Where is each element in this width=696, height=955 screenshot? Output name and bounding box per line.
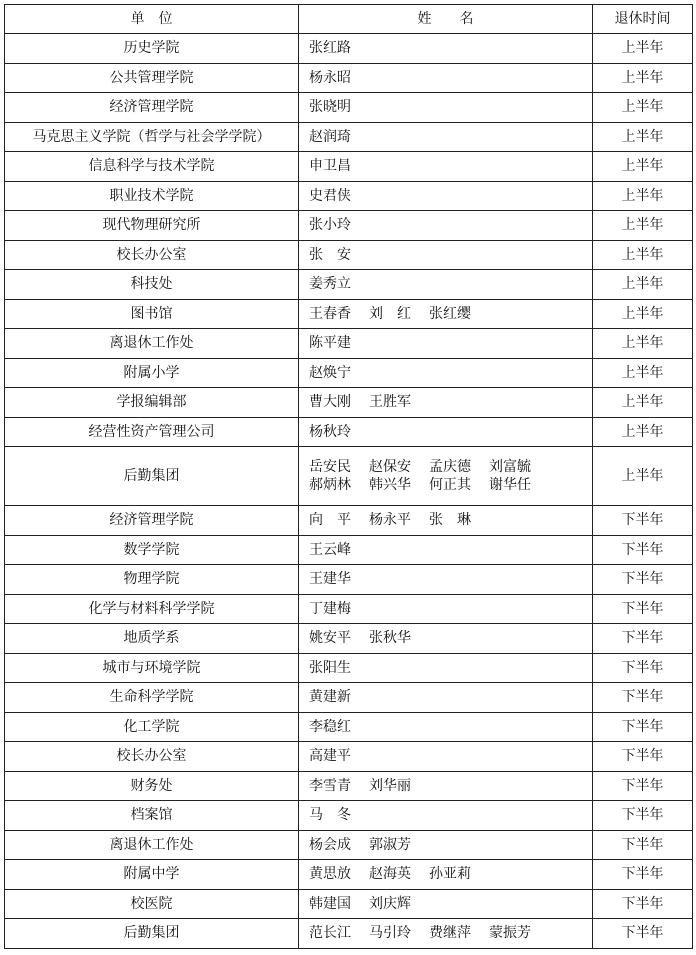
retire-time-cell: 下半年: [593, 771, 693, 801]
person-name: 王胜军: [369, 394, 411, 411]
unit-cell: 后勤集团: [5, 447, 299, 506]
names-cell: [299, 122, 593, 152]
retire-time-cell: 上半年: [593, 270, 693, 300]
names-cell: [299, 388, 593, 418]
person-name: 陈平建: [309, 335, 351, 352]
names-line: [309, 275, 592, 293]
table-row: [5, 122, 693, 152]
table-row: [5, 683, 693, 713]
person-name: 黄建新: [309, 689, 351, 706]
table-row: [5, 535, 693, 565]
retire-time-cell: 上半年: [593, 34, 693, 64]
names-cell: [299, 594, 593, 624]
names-cell: [299, 240, 593, 270]
retire-time-cell: 下半年: [593, 742, 693, 772]
names-line: [309, 688, 592, 706]
retire-time-cell: 下半年: [593, 535, 693, 565]
person-name: 杨永昭: [309, 69, 351, 86]
names-line: [309, 747, 592, 765]
table-row: [5, 830, 693, 860]
retire-time-cell: 下半年: [593, 624, 693, 654]
table-row: [5, 388, 693, 418]
person-name: 王建华: [309, 571, 351, 588]
person-name: 杨永平: [369, 512, 411, 529]
person-name: 谢华任: [489, 477, 531, 493]
retire-time-cell: 上半年: [593, 93, 693, 123]
person-name: 史君侠: [309, 187, 351, 204]
unit-cell: 离退休工作处: [5, 830, 299, 860]
names-line: [309, 718, 592, 736]
retire-time-cell: 下半年: [593, 919, 693, 949]
names-line: [309, 895, 592, 913]
table-row: [5, 565, 693, 595]
names-cell: [299, 624, 593, 654]
person-name: 蒙振芳: [489, 925, 531, 942]
names-cell: [299, 63, 593, 93]
names-line: [309, 157, 592, 175]
retirement-table: [4, 4, 693, 949]
header-unit: 单 位: [5, 5, 299, 34]
person-name: 杨会成: [309, 836, 351, 853]
person-name: 韩建国: [309, 895, 351, 912]
names-line: [309, 423, 592, 441]
unit-cell: 现代物理研究所: [5, 211, 299, 241]
person-name: 曹大刚: [309, 394, 351, 411]
names-cell: [299, 329, 593, 359]
table-row: [5, 417, 693, 447]
table-row: [5, 771, 693, 801]
person-name: 刘富毓: [489, 459, 531, 475]
header-name: 姓 名: [299, 5, 593, 34]
names-cell: [299, 447, 593, 506]
names-cell: [299, 93, 593, 123]
retire-time-cell: 下半年: [593, 565, 693, 595]
names-cell: [299, 653, 593, 683]
person-name: 费继萍: [429, 925, 471, 942]
unit-cell: 离退休工作处: [5, 329, 299, 359]
names-line: [309, 69, 592, 87]
retire-time-cell: 下半年: [593, 830, 693, 860]
names-line: [309, 659, 592, 677]
names-cell: [299, 860, 593, 890]
person-name: 韩兴华: [369, 477, 411, 493]
person-name: 申卫昌: [309, 158, 351, 175]
unit-cell: 化工学院: [5, 712, 299, 742]
names-cell: [299, 830, 593, 860]
unit-cell: 校长办公室: [5, 742, 299, 772]
table-row: [5, 919, 693, 949]
names-cell: [299, 358, 593, 388]
unit-cell: 附属小学: [5, 358, 299, 388]
names-line: [309, 777, 592, 795]
unit-cell: 经济管理学院: [5, 93, 299, 123]
names-line: [309, 600, 592, 618]
person-name: 岳安民: [309, 459, 351, 475]
names-line: [309, 187, 592, 205]
names-line: [309, 128, 592, 146]
names-line: [309, 865, 592, 883]
names-cell: [299, 801, 593, 831]
person-name: 张 琳: [429, 512, 471, 529]
retire-time-cell: 上半年: [593, 122, 693, 152]
person-name: 马引玲: [369, 925, 411, 942]
unit-cell: 公共管理学院: [5, 63, 299, 93]
person-name: 张晓明: [309, 99, 351, 116]
unit-cell: 经济管理学院: [5, 506, 299, 536]
person-name: 马 冬: [309, 807, 351, 824]
person-name: 刘华丽: [369, 777, 411, 794]
table-row: [5, 624, 693, 654]
names-line: [309, 458, 592, 476]
retire-time-cell: 上半年: [593, 299, 693, 329]
names-cell: [299, 771, 593, 801]
names-cell: [299, 506, 593, 536]
names-cell: [299, 712, 593, 742]
retire-time-cell: 下半年: [593, 653, 693, 683]
unit-cell: 物理学院: [5, 565, 299, 595]
names-cell: [299, 270, 593, 300]
person-name: 姜秀立: [309, 276, 351, 293]
names-cell: [299, 683, 593, 713]
table-row: [5, 358, 693, 388]
unit-cell: 化学与材料科学学院: [5, 594, 299, 624]
names-cell: [299, 299, 593, 329]
names-cell: [299, 152, 593, 182]
person-name: 张阳生: [309, 659, 351, 676]
person-name: 郝炳林: [309, 477, 351, 493]
names-line: [309, 305, 592, 323]
unit-cell: 学报编辑部: [5, 388, 299, 418]
table-row: [5, 889, 693, 919]
retire-time-cell: 上半年: [593, 152, 693, 182]
table-row: [5, 447, 693, 506]
table-row: [5, 63, 693, 93]
names-line: [309, 629, 592, 647]
names-cell: [299, 919, 593, 949]
retire-time-cell: 上半年: [593, 358, 693, 388]
retire-time-cell: 下半年: [593, 594, 693, 624]
person-name: 赵海英: [369, 866, 411, 883]
person-name: 张 安: [309, 246, 351, 263]
retire-time-cell: 上半年: [593, 240, 693, 270]
names-line: [309, 836, 592, 854]
table-row: [5, 240, 693, 270]
person-name: 高建平: [309, 748, 351, 765]
names-line: [309, 216, 592, 234]
person-name: 李稳红: [309, 718, 351, 735]
retire-time-cell: 上半年: [593, 181, 693, 211]
unit-cell: 地质学系: [5, 624, 299, 654]
person-name: 张红路: [309, 40, 351, 57]
names-cell: [299, 535, 593, 565]
unit-cell: 信息科学与技术学院: [5, 152, 299, 182]
table-body: [5, 34, 693, 949]
table-row: [5, 93, 693, 123]
names-line: [309, 334, 592, 352]
unit-cell: 后勤集团: [5, 919, 299, 949]
unit-cell: 经营性资产管理公司: [5, 417, 299, 447]
names-line: [309, 541, 592, 559]
unit-cell: 财务处: [5, 771, 299, 801]
header-time: 退休时间: [593, 5, 693, 34]
unit-cell: 档案馆: [5, 801, 299, 831]
person-name: 王春香: [309, 305, 351, 322]
names-cell: [299, 742, 593, 772]
table-row: [5, 270, 693, 300]
retire-time-cell: 上半年: [593, 211, 693, 241]
retire-time-cell: 上半年: [593, 388, 693, 418]
table-row: [5, 712, 693, 742]
names-line: [309, 246, 592, 264]
person-name: 黄思放: [309, 866, 351, 883]
table-row: [5, 653, 693, 683]
retire-time-cell: 下半年: [593, 889, 693, 919]
names-line: [309, 511, 592, 529]
unit-cell: 历史学院: [5, 34, 299, 64]
table-row: [5, 329, 693, 359]
table-row: [5, 506, 693, 536]
names-line: [309, 98, 592, 116]
table-row: [5, 594, 693, 624]
names-line: [309, 924, 592, 942]
names-cell: [299, 417, 593, 447]
table-row: [5, 801, 693, 831]
person-name: 杨秋玲: [309, 423, 351, 440]
table-row: [5, 860, 693, 890]
table-row: [5, 152, 693, 182]
retire-time-cell: 上半年: [593, 417, 693, 447]
person-name: 丁建梅: [309, 600, 351, 617]
names-line: [309, 806, 592, 824]
unit-cell: 城市与环境学院: [5, 653, 299, 683]
table-header-row: [5, 5, 693, 34]
names-cell: [299, 211, 593, 241]
person-name: 李雪青: [309, 777, 351, 794]
table-row: [5, 742, 693, 772]
person-name: 何正其: [429, 477, 471, 493]
retire-time-cell: 下半年: [593, 506, 693, 536]
names-line: [309, 570, 592, 588]
person-name: 张秋华: [369, 630, 411, 647]
unit-cell: 职业技术学院: [5, 181, 299, 211]
unit-cell: 校长办公室: [5, 240, 299, 270]
unit-cell: 马克思主义学院（哲学与社会学学院）: [5, 122, 299, 152]
person-name: 向 平: [309, 512, 351, 529]
retire-time-cell: 上半年: [593, 63, 693, 93]
person-name: 赵润琦: [309, 128, 351, 145]
person-name: 孙亚莉: [429, 866, 471, 883]
person-name: 郭淑芳: [369, 836, 411, 853]
unit-cell: 校医院: [5, 889, 299, 919]
retire-time-cell: 上半年: [593, 447, 693, 506]
names-cell: [299, 889, 593, 919]
person-name: 赵焕宁: [309, 364, 351, 381]
person-name: 刘庆辉: [369, 895, 411, 912]
names-line: [309, 39, 592, 57]
person-name: 张小玲: [309, 217, 351, 234]
table-row: [5, 299, 693, 329]
retire-time-cell: 下半年: [593, 801, 693, 831]
person-name: 王云峰: [309, 541, 351, 558]
names-line: [309, 364, 592, 382]
names-line: [309, 476, 592, 494]
unit-cell: 数学学院: [5, 535, 299, 565]
person-name: 范长江: [309, 925, 351, 942]
person-name: 刘 红: [369, 305, 411, 322]
names-cell: [299, 181, 593, 211]
unit-cell: 科技处: [5, 270, 299, 300]
person-name: 张红缨: [429, 305, 471, 322]
retire-time-cell: 下半年: [593, 683, 693, 713]
retire-time-cell: 下半年: [593, 860, 693, 890]
unit-cell: 生命科学学院: [5, 683, 299, 713]
table-row: [5, 34, 693, 64]
names-cell: [299, 34, 593, 64]
person-name: 姚安平: [309, 630, 351, 647]
person-name: 赵保安: [369, 459, 411, 475]
table-row: [5, 211, 693, 241]
retire-time-cell: 上半年: [593, 329, 693, 359]
names-line: [309, 393, 592, 411]
table-row: [5, 181, 693, 211]
unit-cell: 附属中学: [5, 860, 299, 890]
person-name: 孟庆德: [429, 459, 471, 475]
unit-cell: 图书馆: [5, 299, 299, 329]
names-cell: [299, 565, 593, 595]
retire-time-cell: 下半年: [593, 712, 693, 742]
